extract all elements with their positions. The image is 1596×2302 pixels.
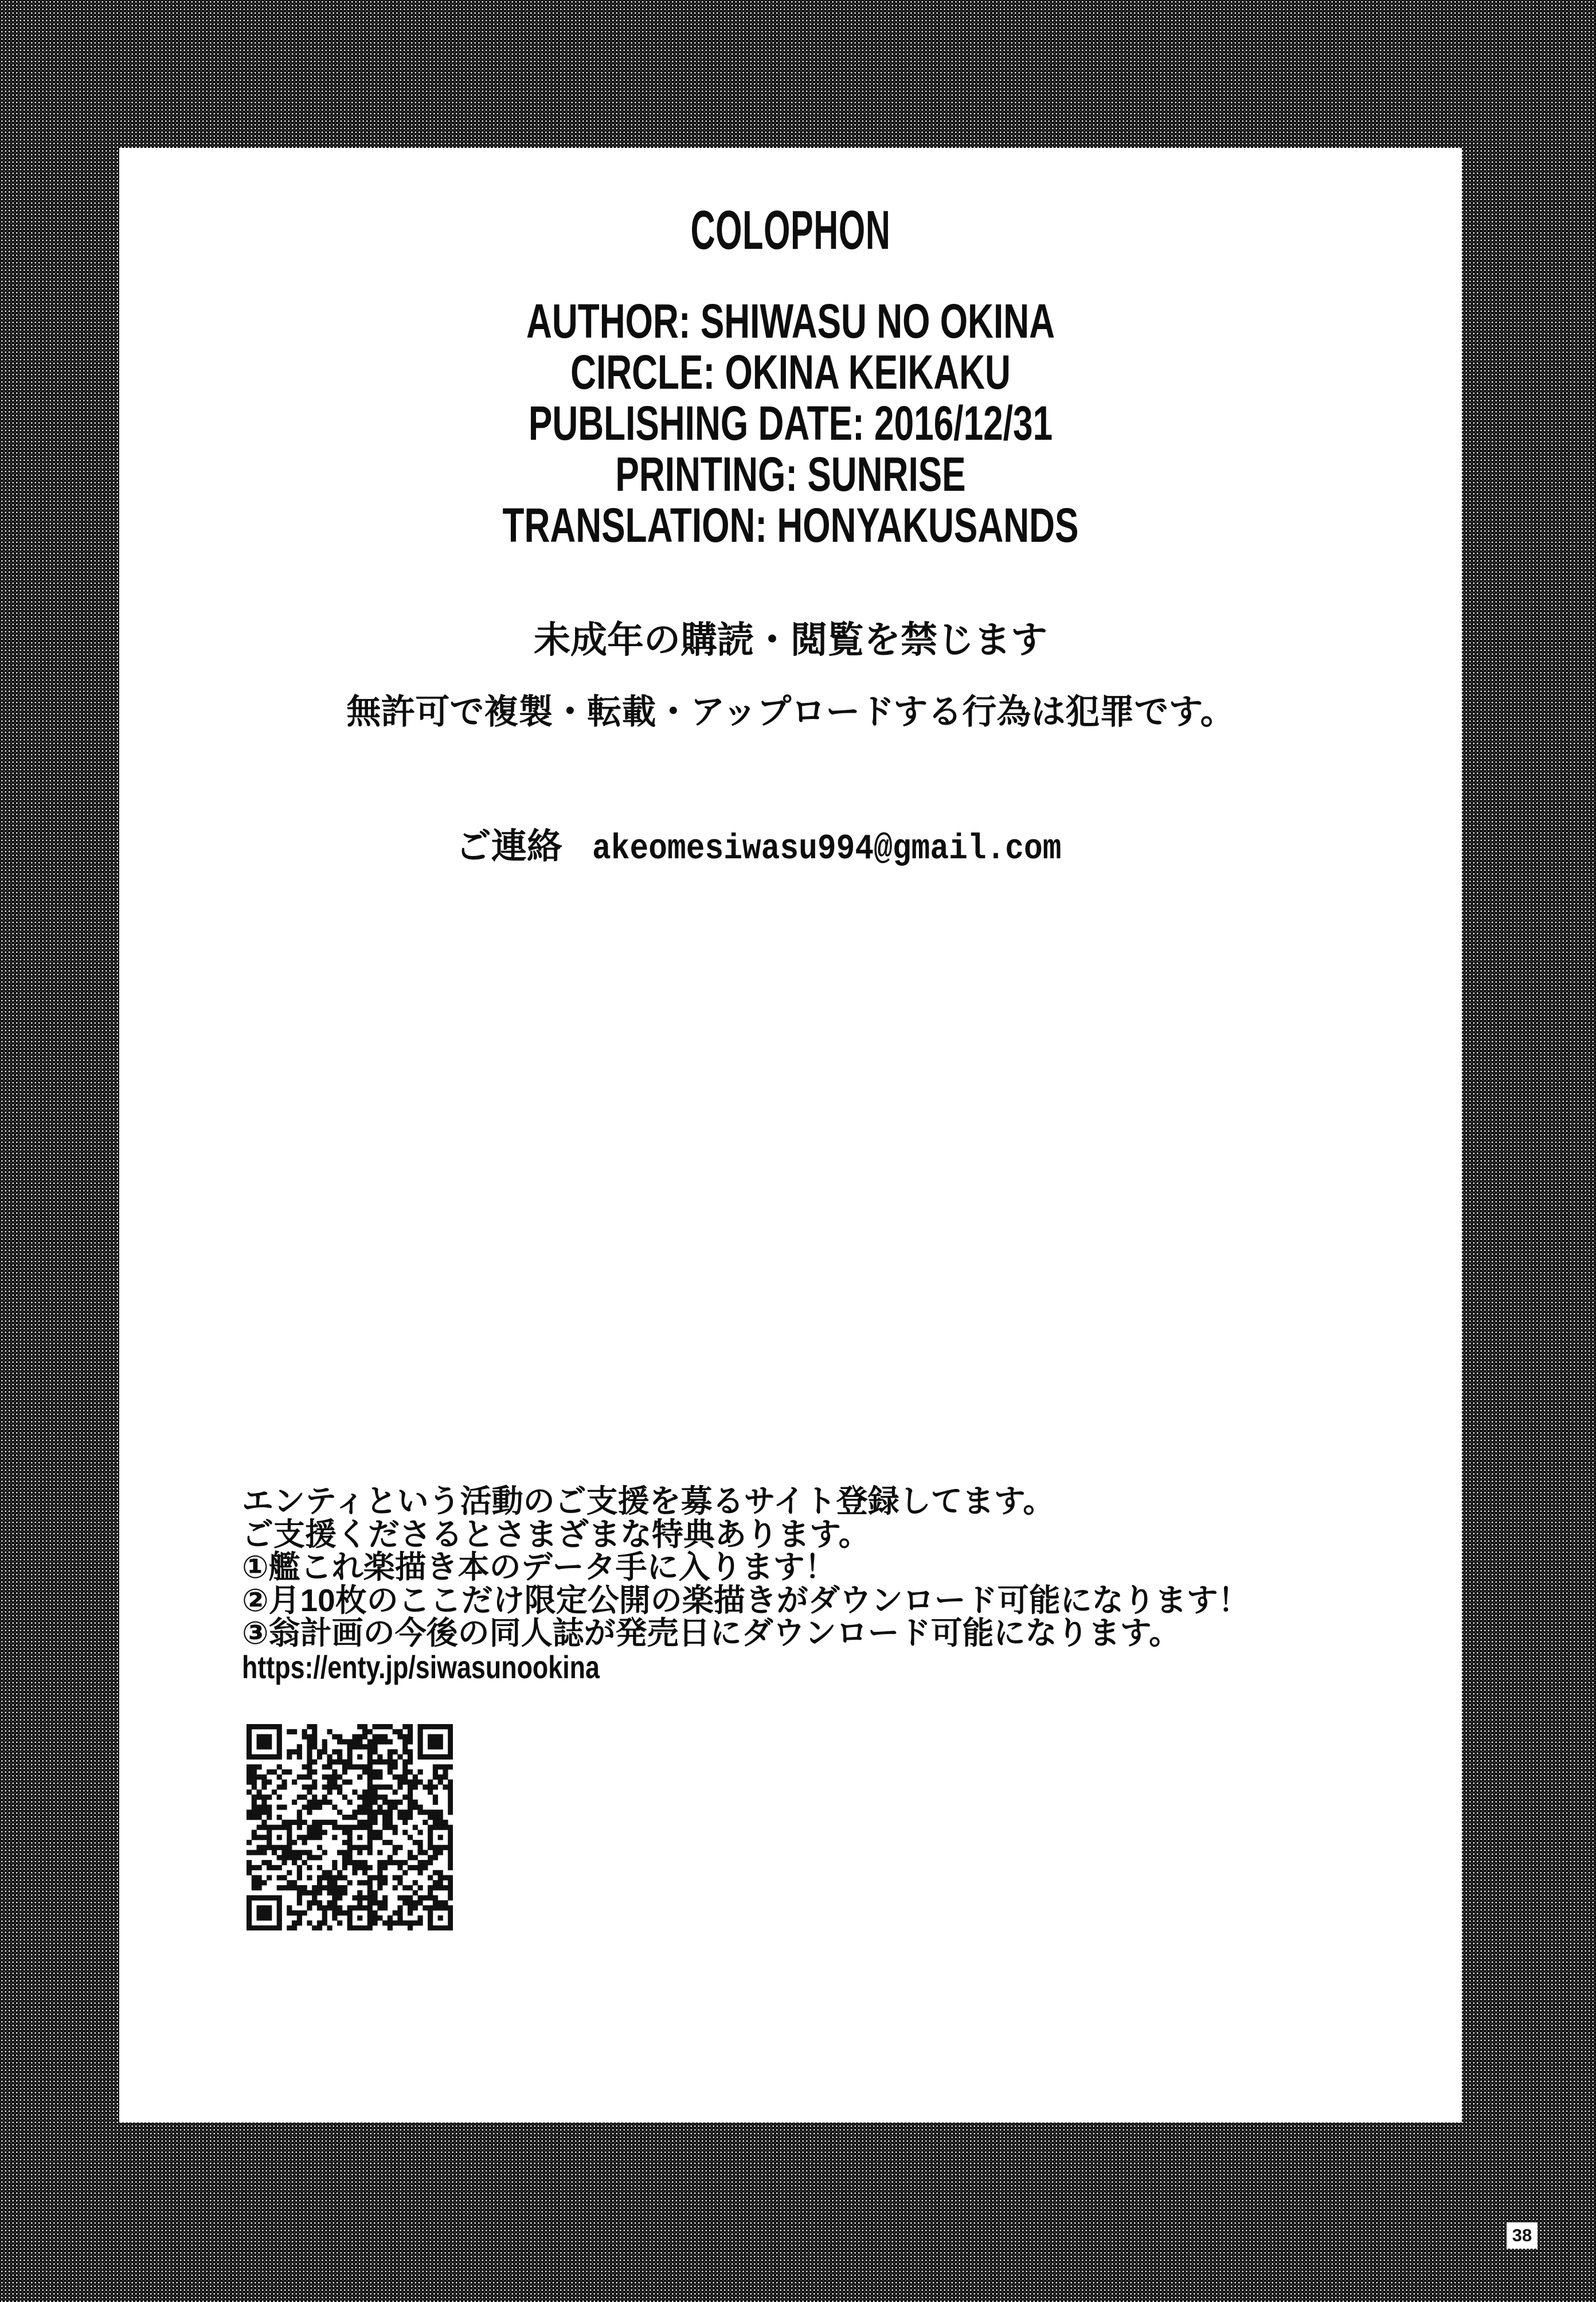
support-benefit-3: ③翁計画の今後の同人誌が発売日にダウンロード可能になります。 [242,1615,1181,1651]
page-title: COLOPHON [690,200,891,261]
credit-author: AUTHOR: SHIWASU NO OKINA [526,294,1055,348]
support-block [242,1485,1250,1685]
contact-label: ご連絡 [455,827,562,866]
credit-printing: PRINTING: SUNRISE [615,447,966,501]
colophon-page [119,148,1462,2123]
support-benefit-1: ①艦これ楽描き本のデータ手に入ります！ [242,1549,836,1585]
page-number: 38 [1512,2225,1532,2245]
support-benefits-line: ご支援くださるとさまざまな特典あります。 [242,1516,870,1552]
credit-circle: CIRCLE: OKINA KEIKAKU [570,345,1011,399]
support-intro-line: エンティという活動のご支援を募るサイト登録してます。 [242,1483,1055,1519]
qr-code [247,1724,453,1930]
credit-translation: TRANSLATION: HONYAKUSANDS [502,498,1079,552]
support-benefit-2: ②月10枚のここだけ限定公開の楽描きがダウンロード可能になります！ [242,1582,1250,1618]
support-url: https://enty.jp/siwasunookina [242,1648,600,1685]
age-restriction-notice: 未成年の購読・閲覧を禁じます [534,620,1047,660]
contact-row [119,818,1462,869]
page-number-badge [1507,2222,1538,2249]
contact-email: akeomesiwasu994@gmail.com [592,828,1062,869]
credits-block [119,296,1462,551]
qr-code-image [247,1724,453,1930]
no-reproduction-notice: 無許可で複製・転載・アップロードする行為は犯罪です。 [346,693,1235,731]
credit-publishing-date: PUBLISHING DATE: 2016/12/31 [528,396,1053,450]
